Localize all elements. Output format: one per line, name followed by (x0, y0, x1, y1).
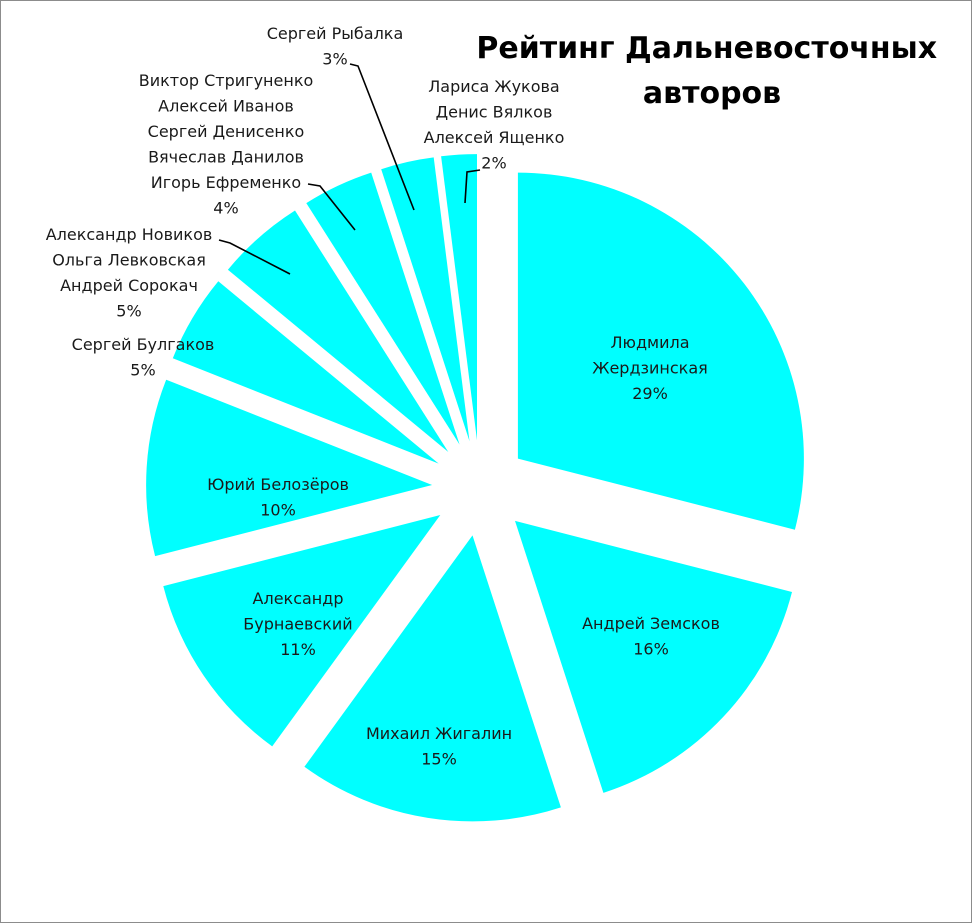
slice-name-label: Андрей Земсков (582, 614, 720, 633)
slice-name-label: Юрий Белозёров (207, 475, 349, 494)
slice-name-label: Алексей Иванов (158, 96, 294, 116)
slice-name-label: Лариса Жукова (428, 77, 560, 96)
slice-percent-label: 5% (116, 301, 142, 321)
slice-percent-label: 2% (481, 153, 507, 173)
slice-name-label: Ольга Левковская (52, 250, 206, 270)
slice-name-label: Вячеслав Данилов (148, 147, 304, 167)
slice-name-label: Денис Вялков (435, 102, 553, 122)
slice-label (139, 71, 314, 218)
chart-title-line-2: авторов (642, 76, 782, 111)
slice-name-label: Виктор Стригуненко (138, 71, 314, 90)
slice-name-label: Сергей Булгаков (71, 335, 215, 354)
slice-name-label: Игорь Ефременко (150, 173, 302, 192)
slice-percent-label: 3% (322, 49, 348, 69)
slice-percent-label: 10% (260, 500, 296, 520)
slice-name-label: Сергей Денисенко (147, 122, 305, 141)
slice-name-label: Сергей Рыбалка (266, 24, 404, 43)
slice-percent-label: 5% (130, 360, 156, 380)
slice-name-label: Людмила (610, 333, 690, 352)
slice-name-label: Алексей Ященко (423, 128, 565, 147)
slice-name-label: Андрей Сорокач (60, 276, 198, 295)
slice-name-label: Александр (252, 589, 344, 608)
slice-percent-label: 29% (632, 384, 668, 403)
slice-name-label: Жердзинская (592, 358, 708, 378)
slice-percent-label: 4% (213, 198, 239, 218)
slice-label (46, 225, 213, 321)
slice-label (267, 24, 404, 69)
slice-percent-label: 15% (421, 749, 457, 769)
slice-name-label: Бурнаевский (243, 614, 353, 634)
slice-name-label: Александр Новиков (45, 225, 213, 244)
slice-name-label: Михаил Жигалин (365, 724, 513, 743)
slice-percent-label: 16% (633, 639, 669, 659)
slice-percent-label: 11% (280, 640, 316, 659)
chart-title (476, 31, 947, 111)
chart-title-line-1: Рейтинг Дальневосточных (476, 31, 938, 66)
